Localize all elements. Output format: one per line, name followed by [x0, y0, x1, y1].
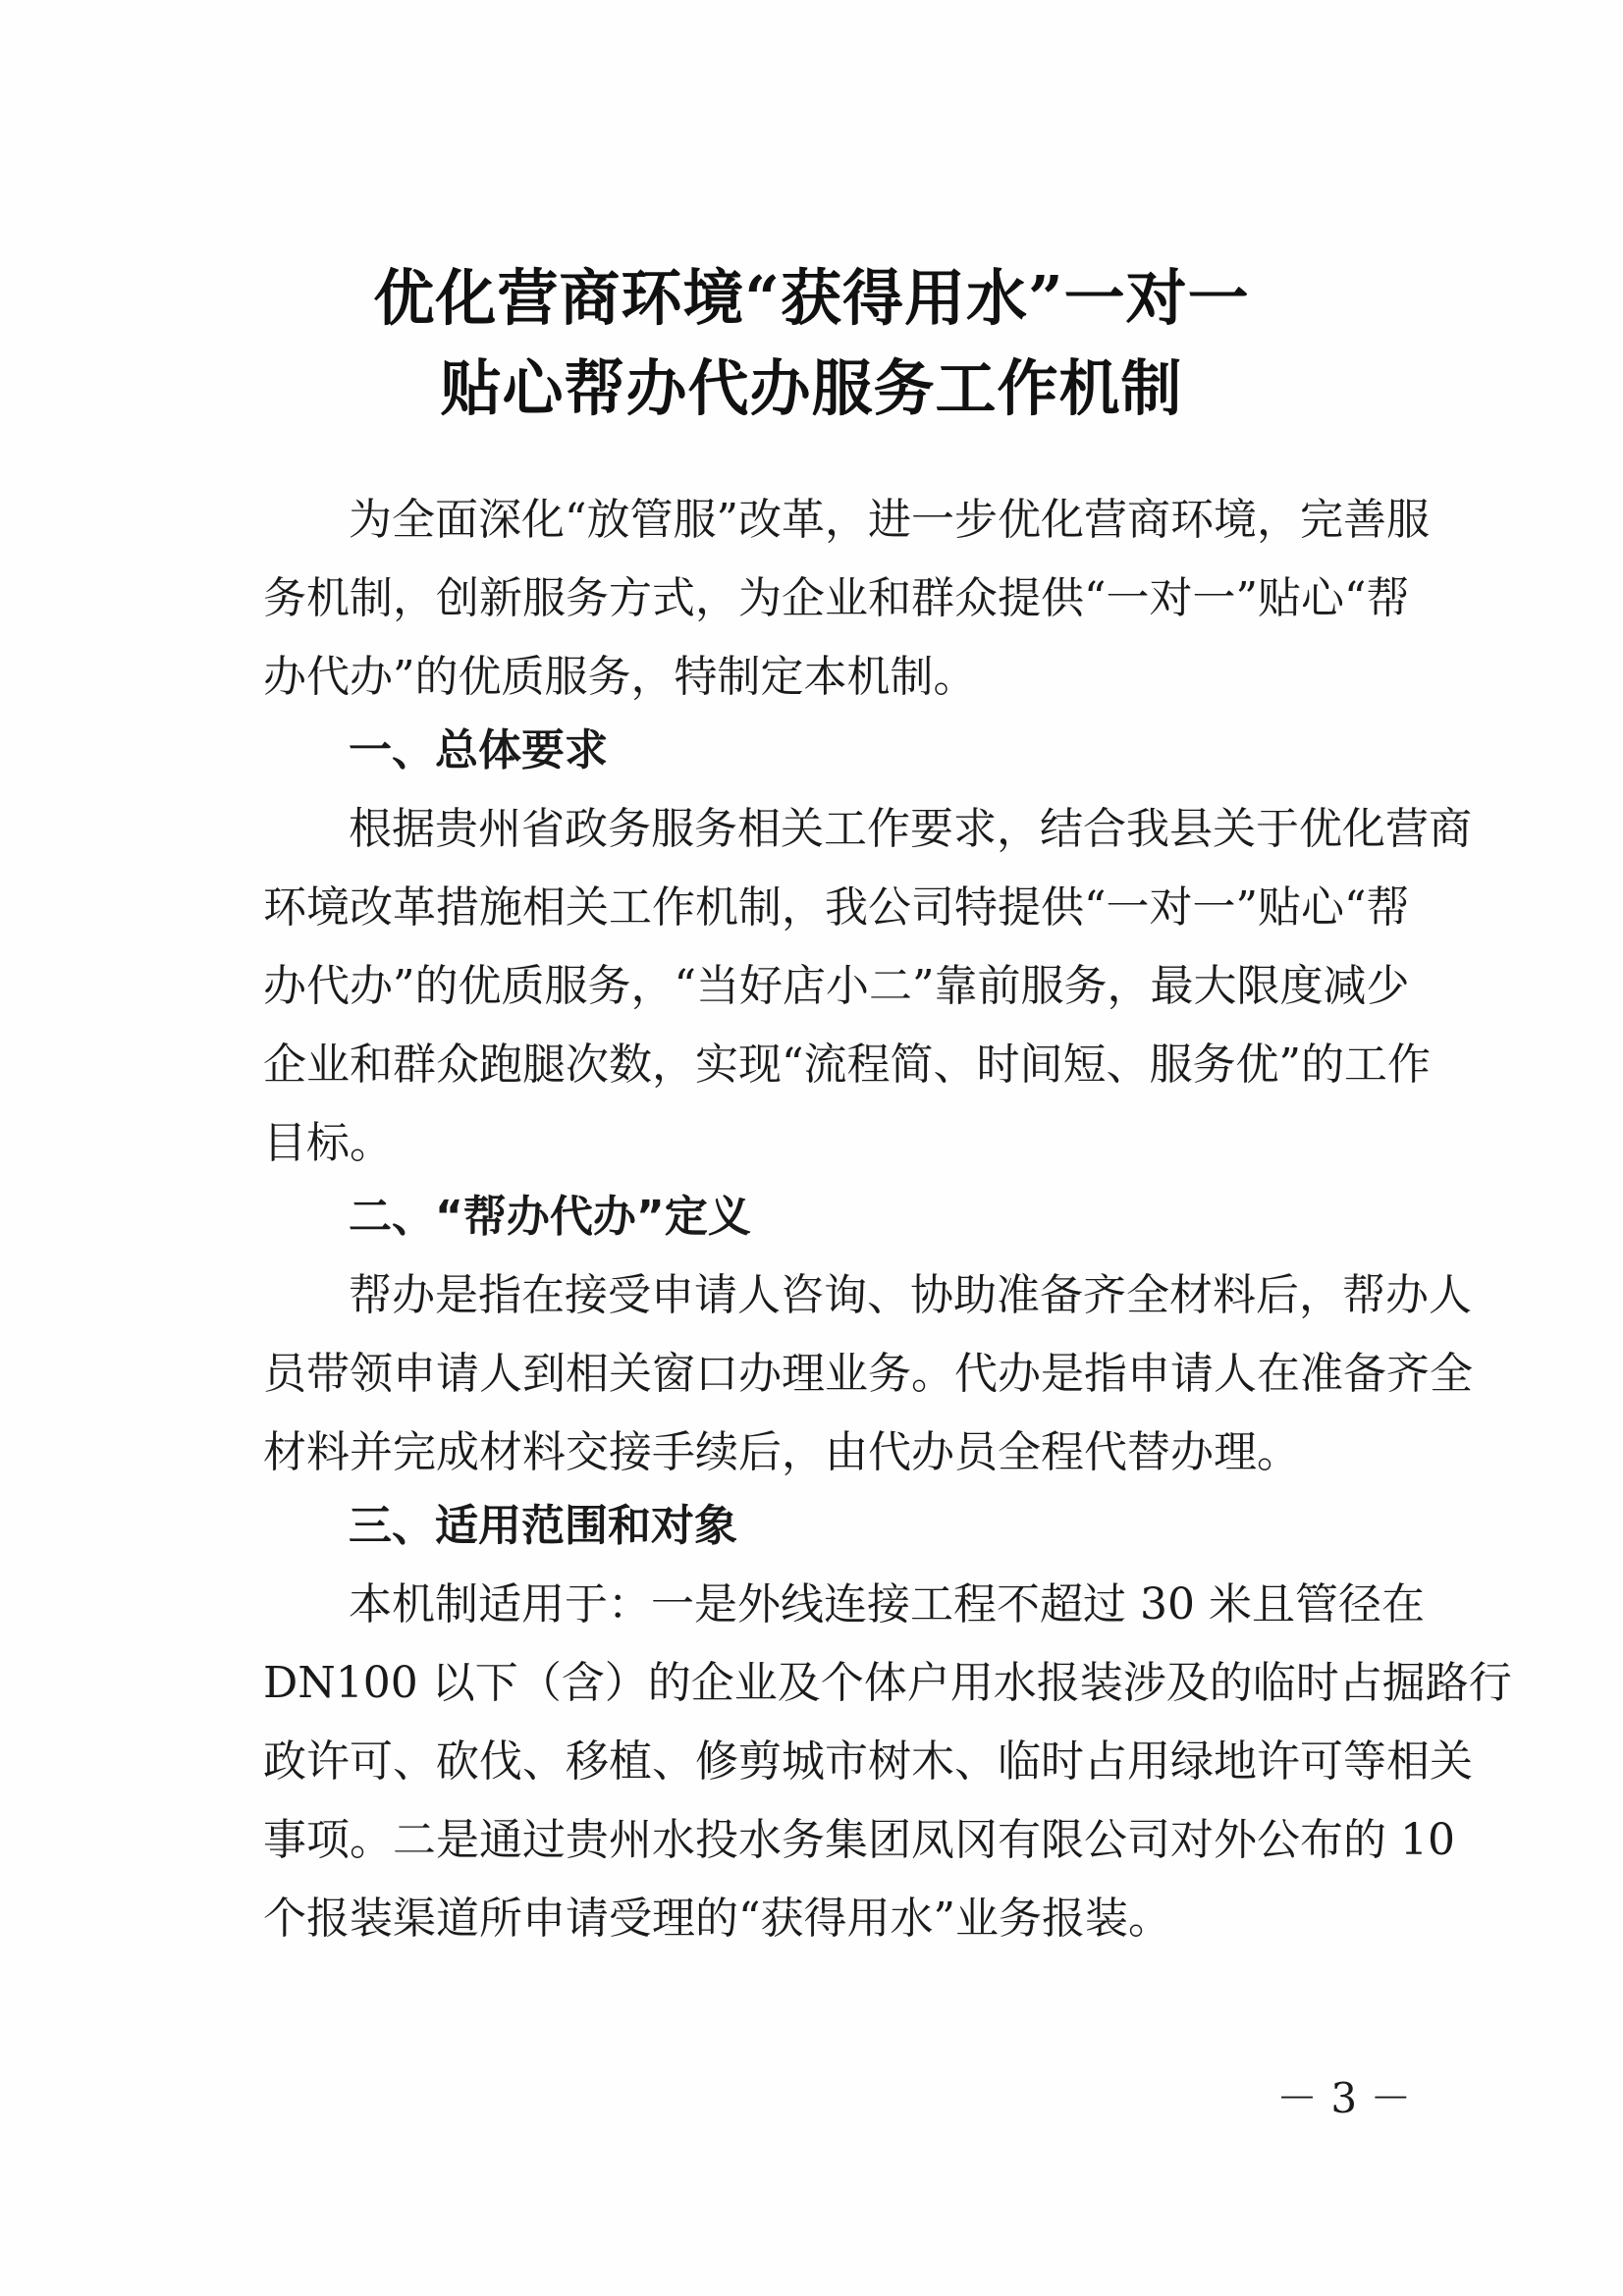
document-title	[0, 253, 1623, 434]
section-1-line-2: 环境改革措施相关工作机制，我公司特提供“一对一”贴心“帮	[263, 882, 1410, 933]
intro-line-2: 务机制，创新服务方式，为企业和群众提供“一对一”贴心“帮	[263, 573, 1410, 623]
intro-line-3: 办代办”的优质服务，特制定本机制。	[263, 652, 977, 702]
section-3-line-3: 政许可、砍伐、移植、修剪城市树木、临时占用绿地许可等相关	[263, 1736, 1473, 1787]
section-1-line-1: 根据贵州省政务服务相关工作要求，结合我县关于优化营商	[349, 804, 1472, 854]
intro-line-1: 为全面深化“放管服”改革，进一步优化营商环境，完善服	[349, 495, 1430, 545]
section-3-line-1: 本机制适用于：一是外线连接工程不超过 30 米且管径在	[349, 1579, 1425, 1629]
section-1-line-5: 目标。	[263, 1118, 393, 1168]
page-number: － 3 －	[1276, 2074, 1412, 2122]
title-line-1: 优化营商环境“获得用水”一对一	[373, 262, 1250, 334]
title-line-2: 贴心帮办代办服务工作机制	[440, 352, 1183, 424]
section-3-line-2: DN100 以下（含）的企业及个体户用水报装涉及的临时占掘路行	[263, 1658, 1512, 1708]
section-2-line-3: 材料并完成材料交接手续后，由代办员全程代替办理。	[263, 1427, 1300, 1477]
section-2-line-1: 帮办是指在接受申请人咨询、协助准备齐全材料后，帮办人	[349, 1270, 1472, 1320]
section-heading-1: 一、总体要求	[349, 725, 608, 775]
section-1-line-4: 企业和群众跑腿次数，实现“流程简、时间短、服务优”的工作	[263, 1040, 1431, 1090]
section-3-line-5: 个报装渠道所申请受理的“获得用水”业务报装。	[263, 1894, 1171, 1944]
section-3-line-4: 事项。二是通过贵州水投水务集团凤冈有限公司对外公布的 10	[263, 1815, 1455, 1865]
section-1-line-3: 办代办”的优质服务，“当好店小二”靠前服务，最大限度减少	[263, 961, 1410, 1011]
section-heading-2: 二、“帮办代办”定义	[349, 1192, 751, 1242]
section-2-line-2: 员带领申请人到相关窗口办理业务。代办是指申请人在准备齐全	[263, 1349, 1473, 1399]
section-heading-3: 三、适用范围和对象	[349, 1501, 737, 1551]
